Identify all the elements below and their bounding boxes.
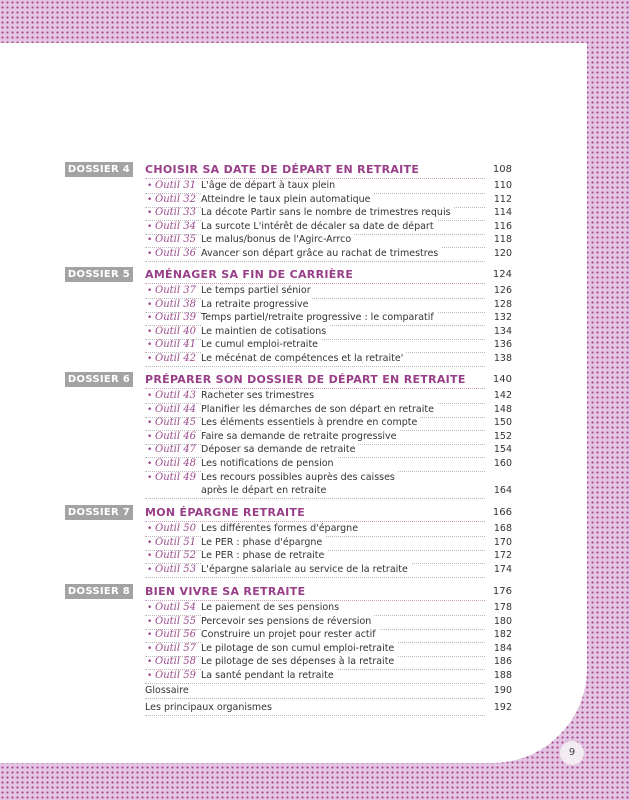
item-page: 160 (493, 458, 512, 469)
dossier-badge: DOSSIER 5 (65, 267, 133, 282)
item-title: La retraite progressive (201, 298, 311, 312)
item-title: L'âge de départ à taux plein (201, 179, 338, 193)
item-title: Temps partiel/retraite progressive : le comparatif (201, 311, 437, 325)
outil-number: Outil 43 (155, 390, 196, 401)
dossier-badge: DOSSIER 6 (65, 372, 133, 387)
item-page: 164 (493, 485, 512, 497)
item-page: 170 (493, 536, 512, 548)
item-page: 126 (493, 285, 512, 296)
outil-number: Outil 46 (155, 430, 196, 442)
outil-number: Outil 53 (155, 563, 196, 575)
outil-number: Outil 38 (155, 298, 196, 310)
outil-number: Outil 57 (155, 642, 196, 654)
item-title: Le pilotage de son cumul emploi-retraite (201, 642, 397, 656)
item-page: 136 (493, 339, 512, 351)
dossier-title: AMÉNAGER SA FIN DE CARRIÈRE (145, 267, 356, 283)
bullet-dot: • (147, 603, 153, 613)
item-title: Percevoir ses pensions de réversion (201, 615, 374, 629)
item-title: Planifier les démarches de son départ en retraite (201, 403, 437, 417)
item-page: 118 (493, 234, 512, 246)
outil-number: Outil 49 (155, 471, 196, 483)
outil-number: Outil 55 (155, 615, 196, 627)
item-page: 150 (493, 417, 512, 429)
dossier-title: CHOISIR SA DATE DE DÉPART EN RETRAITE (145, 162, 422, 178)
dossier-title: MON ÉPARGNE RETRAITE (145, 505, 308, 521)
bullet-dot: • (147, 326, 153, 337)
item-title: Les recours possibles auprès des caisses (201, 471, 398, 485)
outil-number: Outil 31 (155, 180, 196, 191)
item-title: Le malus/bonus de l'Agirc-Arrco (201, 233, 354, 247)
dossier-badge: DOSSIER 8 (65, 584, 133, 599)
item-title: Les notifications de pension (201, 457, 337, 471)
bullet-dot: • (147, 431, 153, 442)
item-title: Le maintien de cotisations (201, 325, 329, 339)
bullet-dot: • (147, 286, 153, 296)
outil-number: Outil 34 (155, 220, 196, 232)
dossier-page: 166 (492, 507, 512, 518)
outil-number: Outil 51 (155, 536, 196, 548)
item-title: La surcote L'intérêt de décaler sa date de départ (201, 220, 437, 234)
item-page: 172 (493, 550, 512, 562)
item-page: 148 (493, 403, 512, 415)
item-page: 174 (493, 563, 512, 575)
item-title: Atteindre le taux plein automatique (201, 193, 374, 207)
outil-number: Outil 42 (155, 353, 196, 364)
bullet-dot: • (147, 537, 153, 548)
bullet-dot: • (147, 181, 153, 191)
dossier-badge: DOSSIER 4 (65, 162, 133, 177)
bullet-dot: • (147, 208, 153, 219)
item-page: 142 (493, 390, 512, 401)
bullet-dot: • (147, 249, 153, 259)
item-title: Déposer sa demande de retraite (201, 443, 358, 457)
item-title: La santé pendant la retraite (201, 669, 337, 683)
outil-number: Outil 32 (155, 193, 196, 205)
item-title: Avancer son départ grâce au rachat de trimestres (201, 247, 441, 261)
bullet-dot: • (147, 459, 153, 469)
bullet-dot: • (147, 657, 153, 668)
item-page: 188 (493, 670, 512, 681)
outil-number: Outil 40 (155, 325, 196, 337)
item-title-continued: après le départ en retraite (201, 484, 329, 498)
bullet-dot: • (147, 643, 153, 654)
bullet-dot: • (147, 313, 153, 324)
bullet-dot: • (147, 340, 153, 351)
item-page: 132 (493, 312, 512, 324)
bullet-dot: • (147, 391, 153, 401)
dossier-badge: DOSSIER 7 (65, 505, 133, 520)
dossier-page: 124 (492, 269, 512, 280)
bullet-dot: • (147, 551, 153, 562)
item-title: Le cumul emploi-retraite (201, 338, 321, 352)
outil-number: Outil 58 (155, 656, 196, 668)
item-title: Le PER : phase d'épargne (201, 536, 325, 550)
item-page: 178 (493, 602, 512, 613)
item-title: Les éléments essentiels à prendre en compte (201, 416, 420, 430)
item-page: 186 (493, 656, 512, 668)
bullet-dot: • (147, 630, 153, 641)
outil-number: Outil 44 (155, 403, 196, 415)
item-page: 138 (493, 353, 512, 364)
outil-number: Outil 56 (155, 629, 196, 641)
outil-number: Outil 37 (155, 285, 196, 296)
bullet-dot: • (147, 235, 153, 246)
item-page: 114 (493, 207, 512, 219)
entry-title: Glossaire (145, 684, 192, 698)
dossier-page: 176 (492, 586, 512, 597)
outil-number: Outil 59 (155, 670, 196, 681)
item-title: Le PER : phase de retraite (201, 549, 327, 563)
bullet-dot: • (147, 418, 153, 429)
bullet-dot: • (147, 404, 153, 415)
outil-number: Outil 45 (155, 417, 196, 429)
bullet-dot: • (147, 472, 153, 483)
item-page: 116 (493, 220, 512, 232)
bullet-dot: • (147, 354, 153, 364)
entry-leader (145, 684, 485, 699)
item-title: Le mécénat de compétences et la retraite' (201, 352, 406, 366)
outil-number: Outil 36 (155, 248, 196, 259)
item-title: Les différentes formes d'épargne (201, 522, 361, 536)
item-title: Le temps partiel sénior (201, 284, 314, 298)
dossier-page: 108 (492, 164, 512, 175)
dossier-title: PRÉPARER SON DOSSIER DE DÉPART EN RETRAITE (145, 372, 469, 388)
bullet-dot: • (147, 616, 153, 627)
entry-title: Les principaux organismes (145, 701, 275, 715)
item-page: 184 (493, 642, 512, 654)
outil-number: Outil 41 (155, 339, 196, 351)
item-page: 128 (493, 298, 512, 310)
item-page: 168 (493, 523, 512, 534)
bullet-dot: • (147, 524, 153, 534)
item-title: Le paiement de ses pensions (201, 601, 342, 615)
bullet-dot: • (147, 671, 153, 681)
item-page: 152 (493, 430, 512, 442)
item-title: La décote Partir sans le nombre de trimestres requis (201, 206, 454, 220)
item-title: Construire un projet pour rester actif (201, 628, 379, 642)
bullet-dot: • (147, 194, 153, 205)
entry-page: 192 (493, 702, 512, 713)
outil-number: Outil 47 (155, 444, 196, 456)
item-title: Faire sa demande de retraite progressive (201, 430, 400, 444)
item-title: Racheter ses trimestres (201, 389, 317, 403)
bullet-dot: • (147, 221, 153, 232)
item-page: 182 (493, 629, 512, 641)
item-page: 154 (493, 444, 512, 456)
outil-number: Outil 33 (155, 207, 196, 219)
bullet-dot: • (147, 564, 153, 575)
dossier-title: BIEN VIVRE SA RETRAITE (145, 584, 308, 600)
item-page: 134 (493, 325, 512, 337)
item-page: 110 (493, 180, 512, 191)
bullet-dot: • (147, 299, 153, 310)
outil-number: Outil 50 (155, 523, 196, 534)
item-page: 120 (493, 248, 512, 259)
bullet-dot: • (147, 445, 153, 456)
outil-number: Outil 54 (155, 602, 196, 613)
outil-number: Outil 35 (155, 234, 196, 246)
item-page: 112 (493, 193, 512, 205)
outil-number: Outil 39 (155, 312, 196, 324)
item-page: 180 (493, 615, 512, 627)
item-title: Le pilotage de ses dépenses à la retraite (201, 655, 397, 669)
outil-number: Outil 48 (155, 458, 196, 469)
page-number: 9 (560, 741, 584, 765)
entry-page: 190 (493, 685, 512, 696)
item-title: L'épargne salariale au service de la retraite (201, 563, 411, 577)
outil-number: Outil 52 (155, 550, 196, 562)
dossier-page: 140 (492, 374, 512, 385)
